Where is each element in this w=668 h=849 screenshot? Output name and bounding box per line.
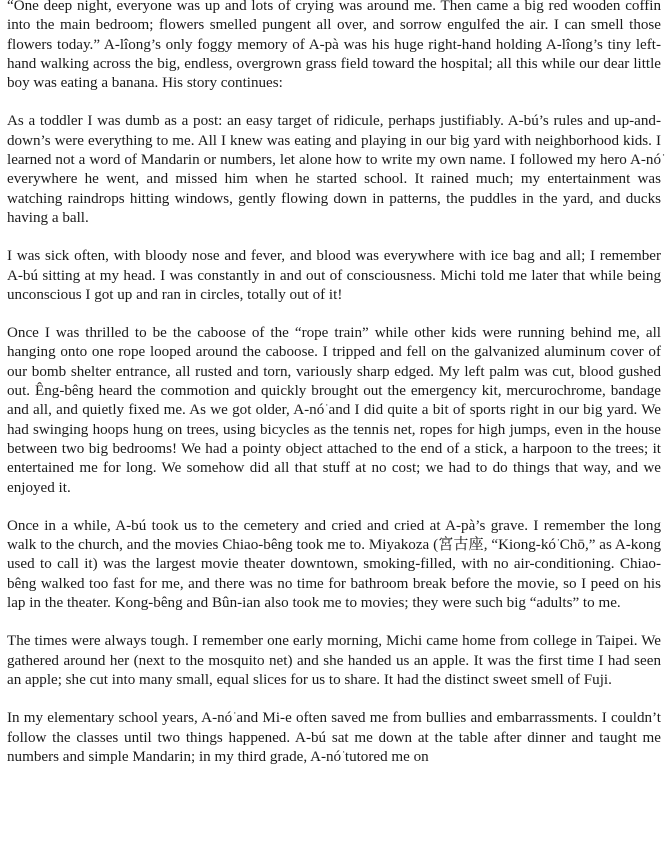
paragraph-toddler: As a toddler I was dumb as a post: an easy target of ridicule, perhaps justifiably. A-bú’s rules and up-and-down’s were everything to me. All I knew was eating and playing in our big yard with neighborhood kids. I learned not a word of Mandarin or numbers, let alone how to write my own name. I followed my hero A-nó͘ everywhere he went, and missed him when he started school. It rained much; my entertainment was watching raindrops hitting windows, gently flowing down in patterns, the puddles in the yard, and ducks having a ball. xyxy=(7,113,661,226)
paragraph-elementary-school: In my elementary school years, A-nó͘ and Mi-e often saved me from bullies and embarrassments. I couldn’t follow the classes until two things happened. A-bú sat me down at the table after dinner and taught me numbers and simple Mandarin; in my third grade, A-nó͘ tutored me on xyxy=(7,710,661,765)
paragraph-sickness: I was sick often, with bloody nose and fever, and blood was everywhere with ice bag and all; I remember A-bú sitting at my head. I was constantly in and out of consciousness. Michi told me later that while being unconscious I got up and ran in circles, totally out of it! xyxy=(7,248,661,303)
document-page xyxy=(7,0,661,786)
paragraph-cemetery-movies: Once in a while, A-bú took us to the cemetery and cried and cried at A-pà’s grave. I remember the long walk to the church, and the movies Chiao-bêng took me to. Miyakoza (宮古座, “Kiong-kó͘ Chō,” as A-kong used to call it) was the largest movie theater downtown, smoking-filled, with no air-conditioning. Chiao-bêng walked too fast for me, and there was no time for bathroom break before the movie, so I peed on his lap in the theater. Kong-bêng and Bûn-ian also took me to movies; they were such big “adults” to me. xyxy=(7,517,661,612)
paragraph-coffin-memory: “One deep night, everyone was up and lots of crying was around me. Then came a big red wooden coffin into the main bedroom; flowers smelled pungent all over, and sorrow engulfed the air. I can smell those flowers today.” A-lîong’s only foggy memory of A-pà was his huge right-hand holding A-lîong’s tiny left-hand walking across the big, endless, overgrown grass field toward the hospital; all this while our dear little boy was eating a banana. His story continues: xyxy=(7,0,661,92)
paragraph-apple: The times were always tough. I remember one early morning, Michi came home from college in Taipei. We gathered around her (next to the mosquito net) and she handed us an apple. It was the first time I had seen an apple; she cut into many small, equal slices for us to share. It had the distinct sweet smell of Fuji. xyxy=(7,633,661,688)
paragraph-rope-train: Once I was thrilled to be the caboose of the “rope train” while other kids were running behind me, all hanging onto one rope looped around the caboose. I tripped and fell on the galvanized aluminum cover of our bomb shelter entrance, all rusted and torn, variously sharp edged. My left palm was cut, blood gushed out. Êng-bêng heard the commotion and quickly brought out the emergency kit, mercurochrome, bandage and all, and quietly fixed me. As we got older, A-nó͘ and I did quite a bit of sports right in our big yard. We had swinging hoops hung on trees, using bicycles as the tennis net, ropes for high jumps, even in the house between two big bedrooms! We had a pointy object attached to the end of a stick, a harpoon to the trees; it entertained me for long. We somehow did all that stuff at no cost; we had to do things that way, and we enjoyed it. xyxy=(7,325,661,496)
